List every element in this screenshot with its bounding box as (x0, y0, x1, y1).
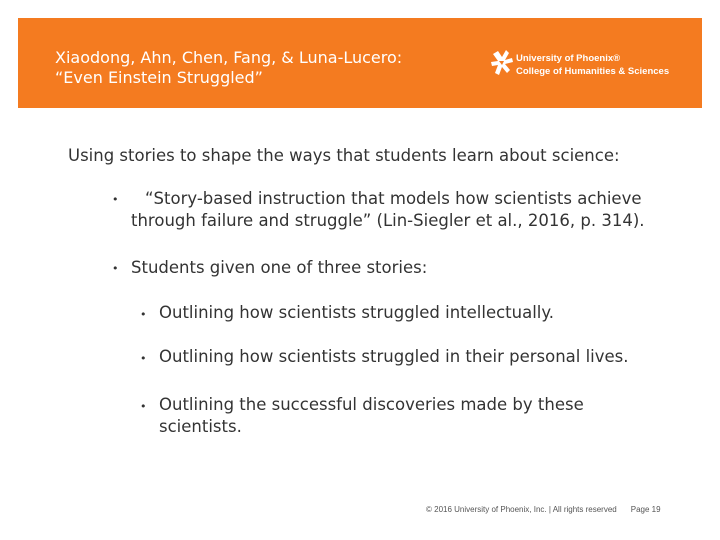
bullet-marker: • (112, 193, 119, 206)
logo-text (516, 52, 669, 78)
slide-title (55, 48, 402, 88)
sub-bullet-line1: Outlining the successful discoveries made by these (159, 395, 584, 414)
university-logo (490, 48, 690, 82)
phoenix-logo-icon (490, 48, 516, 78)
slide-title-line2: “Even Einstein Struggled” (55, 68, 263, 87)
bullet-marker: • (112, 262, 119, 275)
page-number: Page 19 (630, 505, 661, 514)
sub-bullet-item: Outlining how scientists struggled intellectually. (159, 303, 555, 322)
intro-text: Using stories to shape the ways that students learn about science: (68, 146, 620, 165)
quote-bullet (131, 188, 645, 232)
slide-title-line1: Xiaodong, Ahn, Chen, Fang, & Luna-Lucero: (55, 48, 403, 67)
sub-bullet-marker: • (140, 400, 147, 413)
stories-bullet: Students given one of three stories: (131, 258, 428, 277)
sub-bullet-line2: scientists. (159, 417, 242, 436)
sub-bullet-item: Outlining how scientists struggled in their personal lives. (159, 347, 629, 366)
logo-line1: University of Phoenix® (516, 53, 621, 64)
quote-line1: “Story-based instruction that models how scientists achieve (145, 189, 642, 208)
sub-bullet-item (159, 394, 584, 438)
copyright-text: © 2016 University of Phoenix, Inc. | All rights reserved (426, 505, 617, 514)
sub-bullet-marker: • (140, 352, 147, 365)
sub-bullet-marker: • (140, 308, 147, 321)
logo-line2: College of Humanities & Sciences (516, 66, 670, 77)
title-banner (18, 18, 702, 108)
quote-line2: through failure and struggle” (Lin-Siegler et al., 2016, p. 314). (131, 211, 645, 230)
footer (426, 505, 661, 514)
